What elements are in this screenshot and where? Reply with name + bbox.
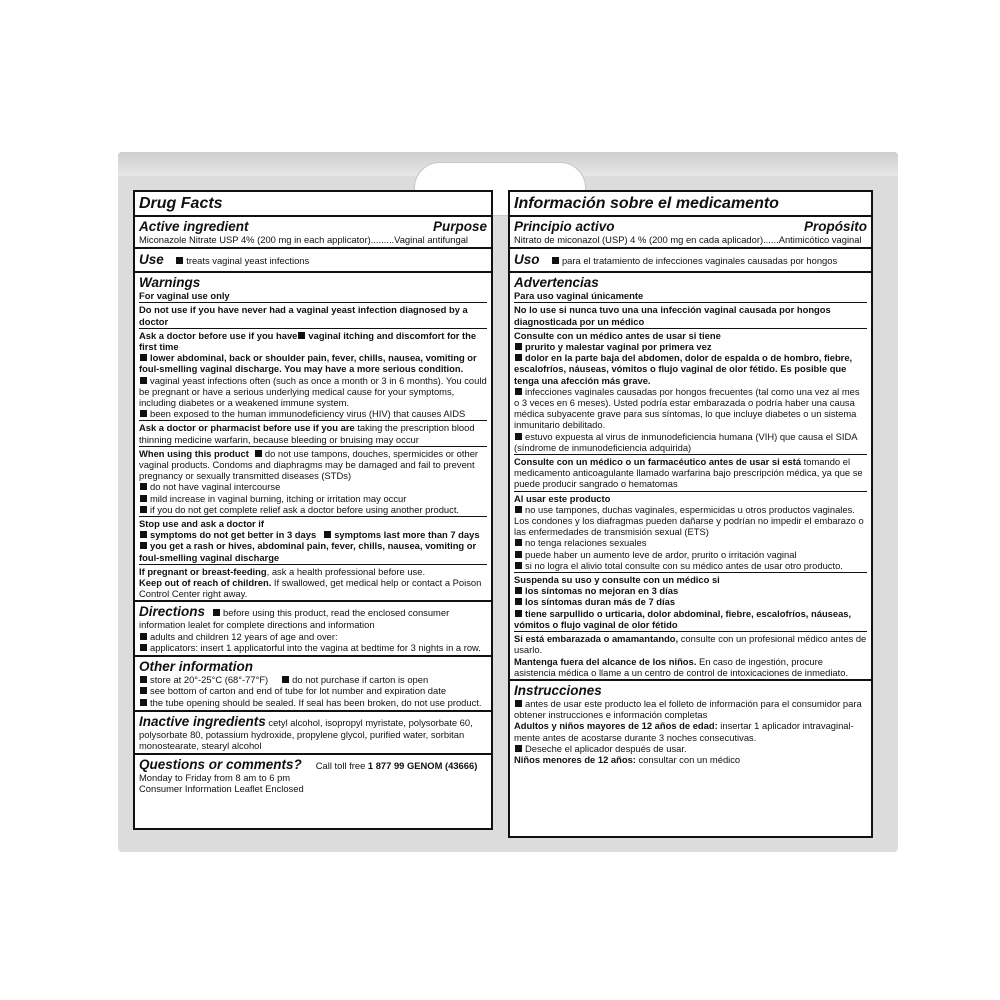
es-use-text: para el tratamiento de infecciones vaginales causadas por hongos [561, 255, 838, 267]
en-when-using-lead: When using this product [139, 447, 249, 459]
en-ask-doctor [139, 328, 487, 420]
es-directions-heading: Instrucciones [514, 682, 602, 698]
en-pregnancy [139, 564, 487, 600]
bullet-icon [515, 598, 522, 605]
en-title-section [135, 192, 491, 217]
bullet-icon [140, 377, 147, 384]
es-when-using-1: no use tampones, duchas vaginales, espermicidas u otros productos vaginales. Los condones y los diafragmas pueden dañarse y podrían no impedir el embarazo o las enfermedades de transmisión sexual (ETS) [514, 503, 864, 538]
bullet-icon [515, 745, 522, 752]
en-ask-pharmacist [139, 420, 487, 444]
es-warnings-section [510, 273, 871, 681]
bullet-icon [515, 587, 522, 594]
en-other-2: do not purchase if carton is open [292, 674, 429, 686]
bullet-icon [255, 450, 262, 457]
bullet-icon [140, 531, 147, 538]
es-dir-2-lead: Adultos y niños mayores de 12 años de edad: [514, 720, 718, 732]
bullet-icon [140, 506, 147, 513]
es-dir-3: Deseche el aplicador después de usar. [525, 742, 687, 754]
en-other-3: see bottom of carton and end of tube for lot number and expiration date [150, 685, 447, 697]
en-other-info-section [135, 657, 491, 712]
bullet-icon [298, 332, 305, 339]
es-purpose-heading: Propósito [804, 219, 867, 234]
es-ask-pharm-lead: Consulte con un médico o un farmacéutico antes de usar si está [514, 456, 802, 468]
es-vaginal-only: Para uso vaginal únicamente [514, 290, 644, 302]
es-title-section [510, 192, 871, 217]
bullet-icon [140, 354, 147, 361]
es-stop-lead: Suspenda su uso y consulte con un médico si [514, 574, 720, 586]
es-warnings-heading: Advertencias [514, 275, 599, 291]
es-when-using-3: puede haber un aumento leve de ardor, prurito o irritación vaginal [525, 548, 797, 560]
es-title: Información sobre el medicamento [514, 195, 779, 212]
bullet-icon [140, 410, 147, 417]
en-directions-section [135, 602, 491, 657]
en-use-heading: Use [139, 252, 164, 268]
bullet-icon [515, 551, 522, 558]
es-ask-pharm-text: tomando el medicamento anticoagulante llamado warfarina bajo prescripción médica, ya que se puede producir sangrado o hematomas [514, 456, 863, 490]
es-when-using [514, 491, 867, 571]
en-questions-section [135, 755, 491, 796]
bullet-icon [140, 644, 147, 651]
bullet-icon [282, 676, 289, 683]
bullet-icon [140, 495, 147, 502]
en-directions-heading: Directions [139, 604, 206, 620]
bullet-icon [140, 676, 147, 683]
es-ask-doctor-1: prurito y malestar vaginal por primera vez [525, 341, 712, 353]
es-keep-text: En caso de ingestión, procure asistencia médica o llame a un centro de control de intoxicaciones de inmediato. [514, 655, 849, 678]
es-stop-2: los síntomas duran más de 7 días [525, 596, 676, 608]
bullet-icon [515, 539, 522, 546]
en-when-using-1: do not use tampons, douches, spermicides or other vaginal products. Condoms and diaphragms may be damaged and fail to prevent pregnancy or sexually transmitted diseases (STDs) [139, 447, 479, 482]
drug-facts-panel-english [133, 190, 493, 830]
en-inactive-section [135, 712, 491, 755]
en-ask-pharm-text: taking the prescription blood thinning medicine warfarin, because bleeding or bruising may occur [139, 422, 475, 445]
en-when-using-4: if you do not get complete relief ask a doctor before using another product. [150, 503, 460, 515]
bullet-icon [515, 506, 522, 513]
es-stop-1: los síntomas no mejoran en 3 días [525, 585, 679, 597]
bullet-icon [515, 700, 522, 707]
bullet-icon [140, 633, 147, 640]
en-use-text: treats vaginal yeast infections [186, 255, 310, 267]
es-stop-3: tiene sarpullido o urticaria, dolor abdominal, fiebre, escalofríos, náuseas, vómitos o flujo vaginal de olor fétido [514, 607, 852, 630]
es-dir-1: antes de usar este producto lea el folleto de información para el consumidor para obtener instrucciones e información completas [514, 697, 862, 721]
es-when-using-2: no tenga relaciones sexuales [525, 537, 647, 549]
bullet-icon [515, 610, 522, 617]
en-preg-lead: If pregnant or breast-feeding [139, 565, 267, 577]
en-inactive-heading: Inactive ingredients [139, 713, 266, 729]
en-dir-2: adults and children 12 years of age and over: [150, 630, 338, 642]
en-ask-doctor-lead: Ask a doctor before use if you have [139, 329, 298, 341]
es-preg-text: consulte con un profesional médico antes de usarlo. [514, 633, 867, 656]
en-use-section [135, 249, 491, 273]
en-preg-text: , ask a health professional before use. [266, 565, 426, 577]
bullet-icon [176, 257, 183, 264]
bullet-icon [324, 531, 331, 538]
en-inactive-text: cetyl alcohol, isopropyl myristate, polysorbate 60, polysorbate 80, potassium hydroxide, propylene glycol, purified water, sorbitan monostearate, stearyl alcohol [139, 716, 473, 751]
en-purpose-heading: Purpose [432, 219, 487, 234]
es-when-using-lead: Al usar este producto [514, 492, 611, 504]
en-hours: Monday to Friday from 8 am to 6 pm [139, 772, 291, 784]
es-pregnancy [514, 631, 867, 678]
es-ask-doctor-lead: Consulte con un médico antes de usar si tiene [514, 329, 721, 341]
bullet-icon [515, 354, 522, 361]
es-active-section [510, 217, 871, 249]
en-ask-doctor-3: vaginal yeast infections often (such as once a month or 3 in 6 months). You could be pregnant or have a serious underlying medical cause for your symptoms, including diabetes or a weakened immune system. [139, 374, 487, 409]
es-dir-4-lead: Niños menores de 12 años: [514, 753, 636, 765]
es-keep-lead: Mantenga fuera del alcance de los niños. [514, 655, 697, 667]
es-dir-4-text: consultar con un médico [635, 753, 741, 765]
en-ask-doctor-1: vaginal itching and discomfort for the first time [139, 329, 477, 353]
bullet-icon [515, 562, 522, 569]
en-title: Drug Facts [139, 195, 223, 212]
en-when-using [139, 446, 487, 515]
en-stop-use [139, 516, 487, 563]
bullet-icon [515, 433, 522, 440]
bullet-icon [140, 687, 147, 694]
en-other-4: the tube opening should be sealed. If seal has been broken, do not use product. [150, 696, 482, 708]
bullet-icon [213, 609, 220, 616]
en-dir-3: applicators: insert 1 applicatorful into the vagina at bedtime for 3 nights in a row. [150, 641, 481, 653]
es-ask-doctor [514, 328, 867, 453]
en-stop-2: symptoms last more than 7 days [334, 529, 480, 541]
en-call-label: Call toll free [315, 760, 368, 772]
bullet-icon [140, 699, 147, 706]
es-dir-2-text: insertar 1 aplicador intravaginal-mente antes de acostarse durante 3 noches consecutivas. [514, 720, 854, 743]
bullet-icon [140, 542, 147, 549]
es-active-heading: Principio activo [514, 219, 615, 234]
en-do-not-use: Do not use if you have never had a vaginal yeast infection diagnosed by a doctor [139, 302, 487, 326]
en-ask-doctor-2: lower abdominal, back or shoulder pain, fever, chills, nausea, vomiting or foul-smelling vaginal discharge. You may have a more serious condition. [139, 352, 477, 375]
bullet-icon [552, 257, 559, 264]
en-active-heading: Active ingredient [139, 219, 249, 234]
en-warnings-section [135, 273, 491, 602]
es-do-not-use: No lo use si nunca tuvo una una infección vaginal causada por hongos diagnosticada por un médico [514, 302, 867, 326]
en-call-number: 1 877 99 GENOM (43666) [367, 760, 478, 772]
en-active-section [135, 217, 491, 249]
en-when-using-3: mild increase in vaginal burning, itching or irritation may occur [150, 492, 407, 504]
en-other-heading: Other information [139, 659, 253, 675]
es-preg-lead: Si está embarazada o amamantando, [514, 633, 679, 645]
en-vaginal-only: For vaginal use only [139, 290, 230, 302]
es-ask-doctor-4: estuvo expuesta al virus de inmunodeficiencia humana (VIH) que causa el SIDA (síndrome de inmunodeficiencia adquirida) [514, 430, 857, 453]
bullet-icon [515, 343, 522, 350]
es-active-line: Nitrato de miconazol (USP) 4 % (200 mg en cada aplicador)......Antimicótico vaginal [514, 234, 862, 245]
en-stop-lead: Stop use and ask a doctor if [139, 518, 265, 530]
en-dir-1: before using this product, read the enclosed consumer information lealet for complete directions and information [139, 607, 450, 631]
en-stop-1: symptoms do not get better in 3 days [150, 529, 317, 541]
en-other-1: store at 20°-25°C (68°-77°F) [150, 674, 269, 686]
bullet-icon [140, 483, 147, 490]
en-keep-lead: Keep out of reach of children. [139, 577, 272, 589]
en-when-using-2: do not have vaginal intercourse [150, 481, 281, 493]
es-directions-section [510, 681, 871, 767]
en-keep-text: If swallowed, get medical help or contact a Poison Control Center right away. [139, 577, 482, 600]
en-ask-pharm-lead: Ask a doctor or pharmacist before use if you are [139, 422, 355, 434]
en-active-line: Miconazole Nitrate USP 4% (200 mg in each applicator).........Vaginal antifungal [139, 234, 468, 245]
es-when-using-4: si no logra el alivio total consulte con su médico antes de usar otro producto. [525, 559, 843, 571]
en-questions-heading: Questions or comments? [139, 757, 302, 773]
es-ask-doctor-2: dolor en la parte baja del abdomen, dolor de espalda o de hombro, fiebre, escalofríos, náuseas, vómitos o flujo vaginal de olor fétido. Es posible que tenga una afección más grave. [514, 352, 853, 386]
es-stop-use [514, 572, 867, 630]
es-ask-pharmacist [514, 454, 867, 490]
es-use-section [510, 249, 871, 273]
en-ask-doctor-4: been exposed to the human immunodeficiency virus (HIV) that causes AIDS [150, 408, 466, 420]
bullet-icon [515, 388, 522, 395]
drug-facts-panel-spanish [508, 190, 873, 838]
en-stop-3: you get a rash or hives, abdominal pain, fever, chills, nausea, vomiting or foul-smelling vaginal discharge [139, 540, 477, 563]
en-leaflet: Consumer Information Leaflet Enclosed [139, 783, 304, 795]
es-ask-doctor-3: infecciones vaginales causadas por hongos frecuentes (tal como una vez al mes o 3 veces en 6 meses). Usted podría estar embarazada o podría haber una causa médica subyacente grave para sus síntomas, lo que incluye diabetes o un sistema inmunitario debilitado. [514, 385, 860, 431]
es-use-heading: Uso [514, 252, 540, 268]
en-warnings-heading: Warnings [139, 275, 201, 291]
